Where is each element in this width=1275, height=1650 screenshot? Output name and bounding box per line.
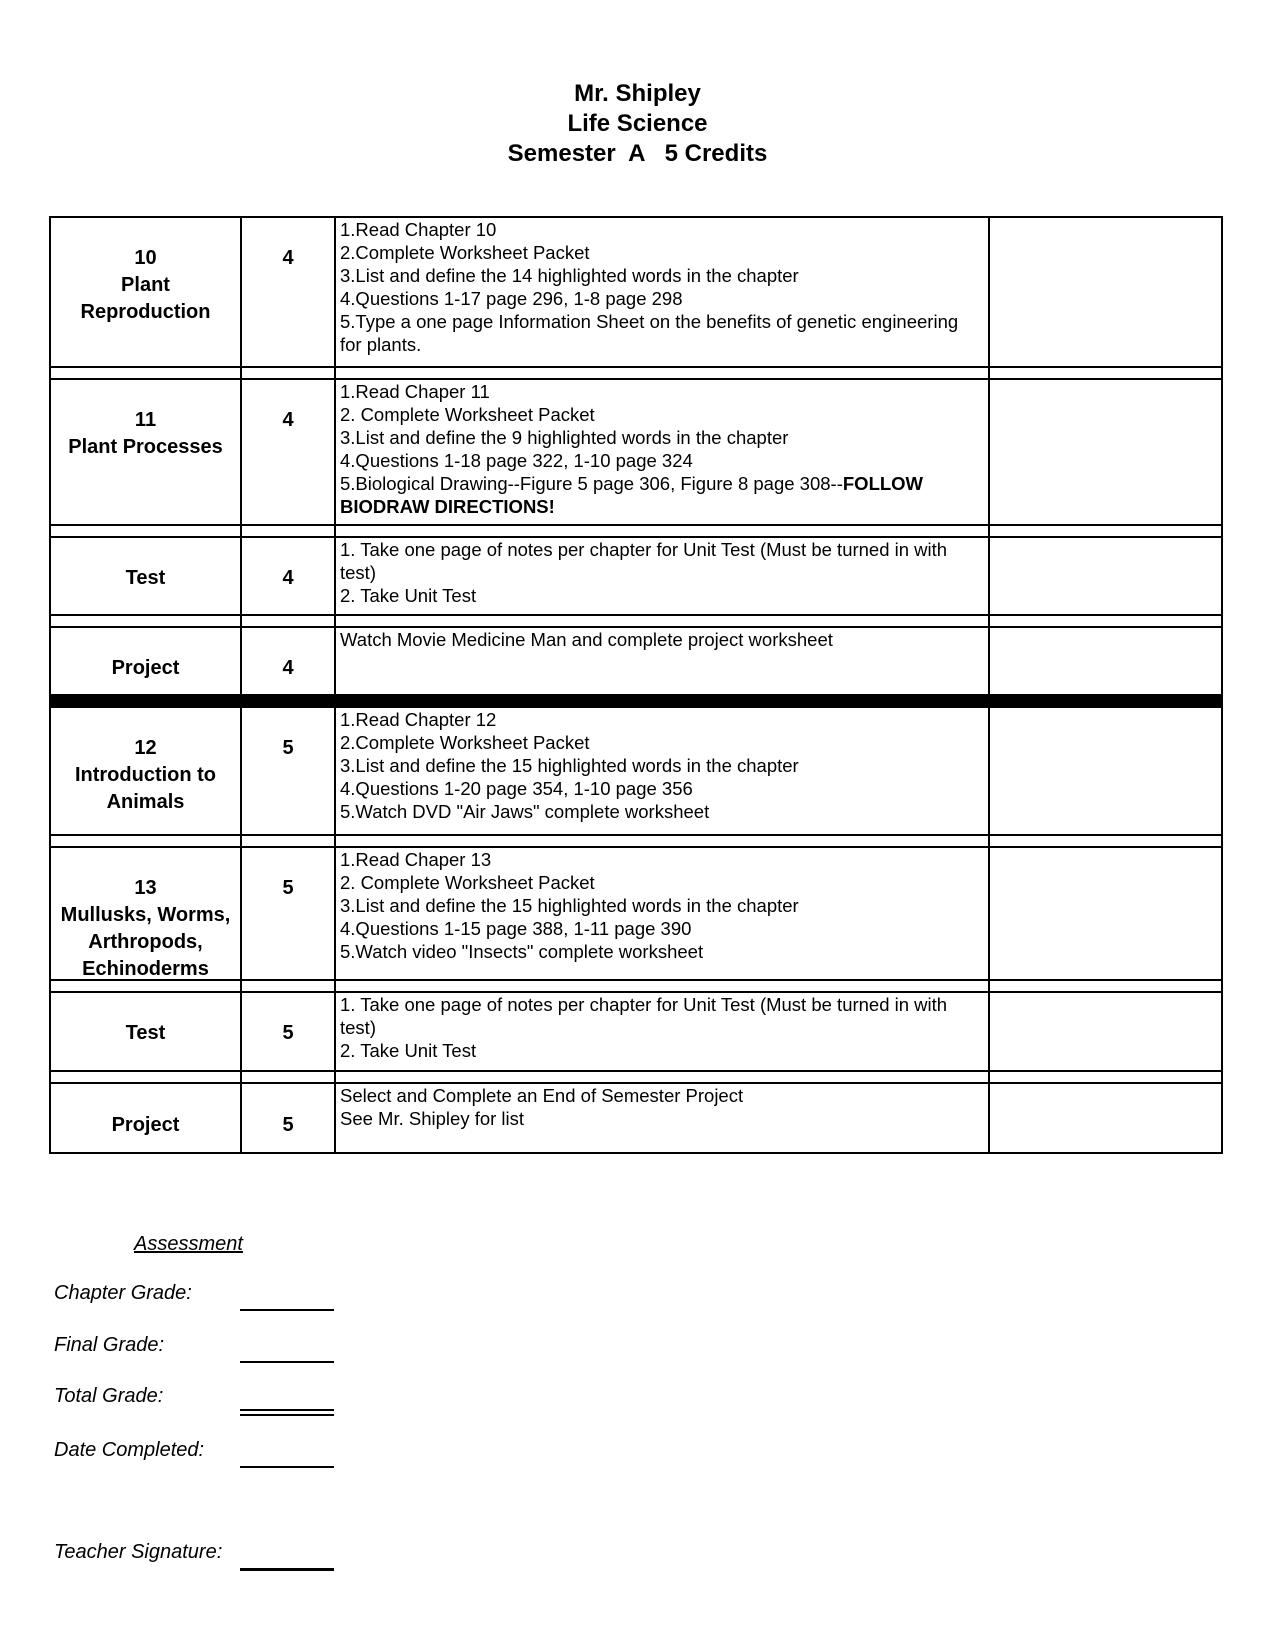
grade-cell[interactable] (990, 628, 1221, 694)
grade-cell[interactable] (990, 848, 1221, 979)
unit-number: 12 (134, 737, 157, 759)
task-item: 1.Read Chaper 13 (340, 849, 492, 870)
task-item: Watch Movie Medicine Man and complete project worksheet (340, 629, 833, 650)
unit-name: Mullusks, Worms, (60, 904, 231, 926)
unit-cell (51, 218, 242, 366)
table-row (49, 846, 1223, 981)
credit-value: 4 (282, 657, 294, 679)
credit-value: 4 (282, 409, 294, 431)
table-row (49, 536, 1223, 616)
date-completed-blank[interactable] (240, 1466, 334, 1468)
total-grade-blank[interactable] (240, 1409, 334, 1411)
credit-value: 4 (282, 567, 294, 589)
task-item: 2.Complete Worksheet Packet (340, 732, 590, 753)
task-item (340, 472, 982, 518)
credit-cell (242, 1084, 336, 1152)
grade-cell[interactable] (990, 993, 1221, 1070)
unit-cell (51, 628, 242, 694)
task-item: 4.Questions 1-17 page 296, 1-8 page 298 (340, 288, 683, 309)
unit-cell (51, 380, 242, 524)
tasks-cell (336, 218, 990, 366)
unit-cell (51, 993, 242, 1070)
credit-cell (242, 380, 336, 524)
table-row (49, 991, 1223, 1072)
assessment-title: Assessment (134, 1233, 243, 1255)
grade-cell[interactable] (990, 708, 1221, 834)
unit-cell (51, 538, 242, 614)
task-item: 3.List and define the 14 highlighted words in the chapter (340, 265, 799, 286)
task-item: 3.List and define the 15 highlighted words in the chapter (340, 755, 799, 776)
table-row (49, 706, 1223, 836)
credit-cell (242, 848, 336, 979)
task-item: 3.List and define the 9 highlighted words in the chapter (340, 427, 789, 448)
unit-name: Echinoderms (82, 958, 209, 980)
credit-value: 5 (282, 877, 294, 899)
semester-divider (49, 694, 1223, 706)
unit-cell (51, 848, 242, 979)
task-item: 4.Questions 1-15 page 388, 1-11 page 390 (340, 918, 692, 939)
tasks-cell (336, 380, 990, 524)
unit-name: Animals (106, 791, 185, 813)
final-grade-blank[interactable] (240, 1361, 334, 1363)
task-item: 1.Read Chapter 12 (340, 709, 497, 730)
task-item: 2. Take Unit Test (340, 1040, 477, 1061)
task-item: 1.Read Chaper 11 (340, 381, 490, 402)
teacher-signature-blank[interactable] (240, 1568, 334, 1571)
task-item: 1. Take one page of notes per chapter for Unit Test (Must be turned in with test) (340, 994, 948, 1038)
date-completed-label: Date Completed: (54, 1439, 205, 1461)
unit-number: 13 (134, 877, 157, 899)
unit-name: Plant Processes (68, 436, 223, 458)
task-item: 1.Read Chapter 10 (340, 219, 497, 240)
teacher-signature-label: Teacher Signature: (54, 1541, 223, 1563)
chapter-grade-blank[interactable] (240, 1309, 334, 1311)
table-row (49, 1082, 1223, 1154)
task-item: 2. Complete Worksheet Packet (340, 872, 595, 893)
credit-value: 4 (282, 247, 294, 269)
grade-cell[interactable] (990, 1084, 1221, 1152)
tasks-cell (336, 993, 990, 1070)
tasks-cell (336, 1084, 990, 1152)
row-separator (49, 1072, 1223, 1082)
unit-name: Introduction to (74, 764, 217, 786)
task-item: 3.List and define the 15 highlighted words in the chapter (340, 895, 799, 916)
task-item: 4.Questions 1-20 page 354, 1-10 page 356 (340, 778, 693, 799)
total-grade-blank-double (240, 1414, 334, 1416)
unit-name: Project (111, 1114, 180, 1136)
unit-name: Plant (121, 274, 170, 296)
unit-name: Test (125, 1022, 166, 1044)
task-item: 5.Type a one page Information Sheet on the benefits of genetic engineering for plants. (340, 311, 959, 355)
course-title: Life Science (567, 110, 708, 137)
task-item: 1. Take one page of notes per chapter for Unit Test (Must be turned in with test) (340, 539, 948, 583)
total-grade-label: Total Grade: (54, 1385, 164, 1407)
credit-value: 5 (282, 737, 294, 759)
task-item: 4.Questions 1-18 page 322, 1-10 page 324 (340, 450, 693, 471)
unit-cell (51, 708, 242, 834)
task-item: 5.Watch video "Insects" complete worksheet (340, 941, 704, 962)
task-item: 5.Watch DVD "Air Jaws" complete worksheet (340, 801, 710, 822)
table-row (49, 378, 1223, 526)
credit-cell (242, 708, 336, 834)
final-grade-label: Final Grade: (54, 1334, 165, 1356)
credit-cell (242, 993, 336, 1070)
credit-value: 5 (282, 1114, 294, 1136)
credit-cell (242, 218, 336, 366)
unit-number: 11 (134, 409, 157, 431)
semester-info: Semester A 5 Credits (507, 140, 768, 167)
unit-number: 10 (134, 247, 157, 269)
tasks-cell (336, 538, 990, 614)
grade-cell[interactable] (990, 218, 1221, 366)
task-item: See Mr. Shipley for list (340, 1108, 525, 1129)
task-item: 2. Take Unit Test (340, 585, 477, 606)
tasks-cell (336, 628, 990, 694)
chapter-grade-label: Chapter Grade: (54, 1282, 192, 1304)
document-header (0, 79, 1275, 169)
unit-name: Test (125, 567, 166, 589)
grade-cell[interactable] (990, 538, 1221, 614)
unit-name: Project (111, 657, 180, 679)
unit-name: Reproduction (80, 301, 211, 323)
teacher-name: Mr. Shipley (574, 80, 701, 107)
credit-cell (242, 538, 336, 614)
unit-cell (51, 1084, 242, 1152)
credit-cell (242, 628, 336, 694)
grade-cell[interactable] (990, 380, 1221, 524)
unit-name: Arthropods, (88, 931, 203, 953)
table-row (49, 216, 1223, 368)
credit-value: 5 (282, 1022, 294, 1044)
tasks-cell (336, 708, 990, 834)
tasks-cell (336, 848, 990, 979)
task-item: 2.Complete Worksheet Packet (340, 242, 590, 263)
task-text: 5.Biological Drawing--Figure 5 page 306, Figure 8 page 308-- (340, 473, 843, 494)
table-row (49, 626, 1223, 696)
task-emphasis: FOLLOW BIODRAW DIRECTIONS! (340, 473, 924, 517)
task-item: 2. Complete Worksheet Packet (340, 404, 595, 425)
task-item: Select and Complete an End of Semester Project (340, 1085, 744, 1106)
